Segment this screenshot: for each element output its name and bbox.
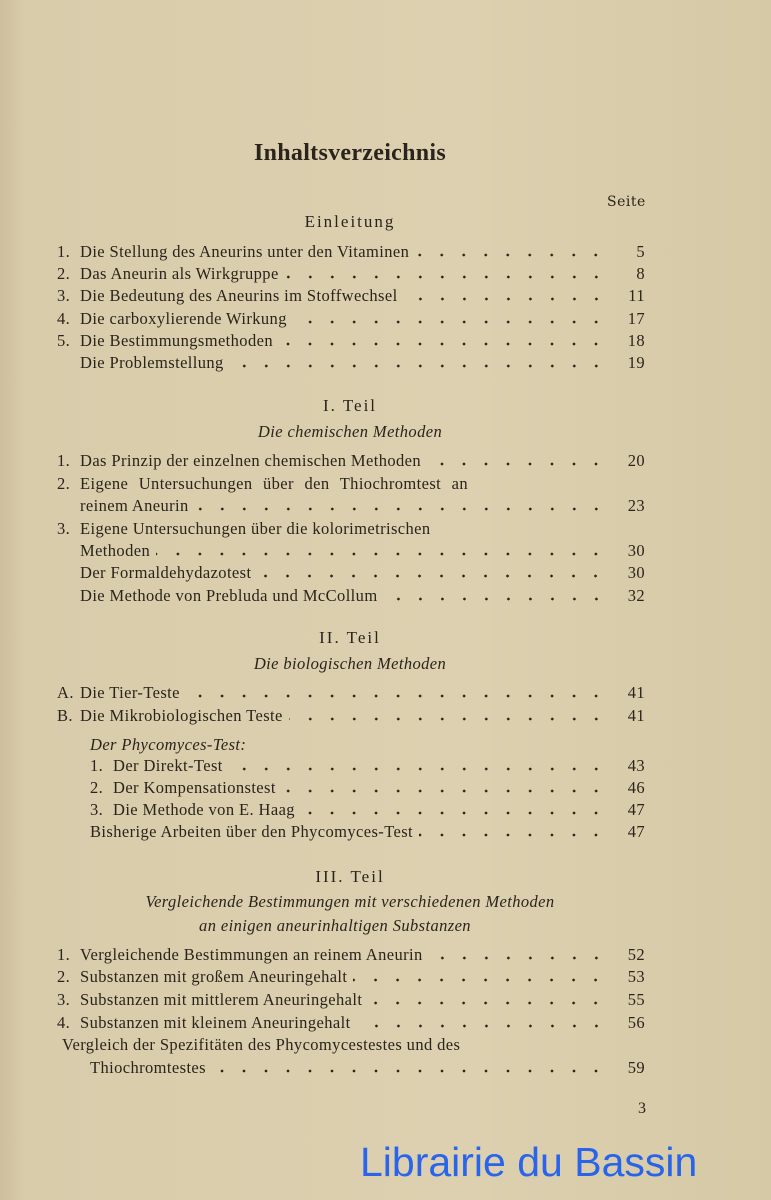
leader-dots bbox=[368, 1001, 607, 1005]
toc-entry[interactable] bbox=[57, 562, 645, 584]
leader-dots bbox=[404, 297, 607, 301]
entry-page: 56 bbox=[627, 1013, 645, 1032]
leader-dots bbox=[230, 364, 607, 368]
entry-page: 20 bbox=[627, 451, 645, 470]
toc-entry[interactable] bbox=[57, 682, 645, 704]
entry-page: 53 bbox=[627, 967, 645, 986]
entry-title: Eigene Untersuchungen über die kolorimetrischen bbox=[80, 519, 431, 538]
section-subtitle: an einigen aneurinhaltigen Substanzen bbox=[199, 916, 471, 935]
leader-dots bbox=[156, 552, 607, 556]
toc-entry[interactable] bbox=[90, 777, 645, 799]
entry-title: Die Tier-Teste bbox=[80, 683, 180, 702]
leader-dots bbox=[212, 1069, 607, 1073]
entry-page: 52 bbox=[627, 945, 645, 964]
toc-entry[interactable] bbox=[90, 821, 645, 843]
entry-number: 2. bbox=[57, 264, 71, 283]
toc-entry[interactable] bbox=[90, 755, 645, 777]
toc-entry[interactable] bbox=[57, 585, 645, 607]
entry-page: 32 bbox=[627, 586, 645, 605]
entry-title: Die Methode von E. Haag bbox=[113, 800, 295, 819]
entry-page: 46 bbox=[627, 778, 645, 797]
entry-title: Der Formaldehydazotest bbox=[80, 563, 252, 582]
toc-entry-continuation[interactable] bbox=[57, 495, 645, 517]
toc-entry[interactable] bbox=[57, 241, 645, 263]
entry-page: 19 bbox=[627, 353, 645, 372]
leader-dots bbox=[289, 717, 607, 721]
subsection-heading: Der Phycomyces-Test: bbox=[90, 735, 247, 754]
toc-entry[interactable] bbox=[90, 799, 645, 821]
section-subtitle: Die chemischen Methoden bbox=[257, 422, 443, 441]
entry-title: Das Aneurin als Wirkgruppe bbox=[80, 264, 279, 283]
leader-dots bbox=[195, 507, 607, 511]
entry-number: 4. bbox=[57, 1013, 71, 1032]
entry-page: 47 bbox=[627, 822, 645, 841]
page-title: Inhaltsverzeichnis bbox=[253, 140, 447, 166]
entry-number: 1. bbox=[57, 451, 71, 470]
leader-dots bbox=[427, 462, 607, 466]
section-heading-einleitung: Einleitung bbox=[304, 212, 396, 231]
entry-title-continued: Methoden bbox=[80, 541, 151, 560]
entry-page: 11 bbox=[628, 286, 645, 305]
toc-entry[interactable] bbox=[57, 705, 645, 727]
entry-number: 4. bbox=[57, 309, 71, 328]
entry-title: Die Mikrobiologischen Teste bbox=[80, 706, 283, 725]
entry-page: 5 bbox=[636, 242, 645, 261]
toc-entry[interactable] bbox=[57, 263, 645, 285]
leader-dots bbox=[293, 320, 607, 324]
entry-title: Substanzen mit kleinem Aneuringehalt bbox=[80, 1013, 351, 1032]
entry-page: 18 bbox=[627, 331, 645, 350]
leader-dots bbox=[301, 811, 607, 815]
toc-entry[interactable] bbox=[57, 518, 645, 540]
page-number: 3 bbox=[638, 1100, 646, 1117]
entry-title: Die Methode von Prebluda und McCollum bbox=[80, 586, 378, 605]
entry-number: 2. bbox=[57, 967, 71, 986]
entry-title: Substanzen mit großem Aneuringehalt bbox=[80, 967, 348, 986]
entry-title: Die Problemstellung bbox=[80, 353, 224, 372]
section-subtitle: Die biologischen Methoden bbox=[253, 654, 447, 673]
toc-entry[interactable] bbox=[57, 308, 645, 330]
entry-page: 17 bbox=[627, 309, 645, 328]
entry-number: 3. bbox=[90, 800, 104, 819]
leader-dots bbox=[186, 694, 607, 698]
entry-number: 3. bbox=[57, 519, 71, 538]
entry-title: Vergleich der Spezifitäten des Phycomycestestes und des bbox=[62, 1035, 461, 1054]
section-heading-teil-3: III. Teil bbox=[315, 867, 385, 886]
entry-page: 59 bbox=[627, 1058, 645, 1077]
entry-number: 1. bbox=[57, 242, 71, 261]
leader-dots bbox=[285, 275, 607, 279]
entry-title: Substanzen mit mittlerem Aneuringehalt bbox=[80, 990, 363, 1009]
leader-dots bbox=[429, 956, 607, 960]
entry-title: Bisherige Arbeiten über den Phycomyces-Test bbox=[90, 822, 414, 841]
toc-entry[interactable] bbox=[57, 285, 645, 307]
entry-page: 30 bbox=[627, 563, 645, 582]
section-heading-teil-1: I. Teil bbox=[322, 396, 378, 415]
entry-number: 1. bbox=[57, 945, 71, 964]
entry-page: 41 bbox=[627, 706, 645, 725]
entry-number: 2. bbox=[90, 778, 104, 797]
entry-title: Vergleichende Bestimmungen an reinem Aneurin bbox=[80, 945, 423, 964]
entry-page: 8 bbox=[636, 264, 645, 283]
leader-dots bbox=[257, 574, 607, 578]
toc-entry[interactable] bbox=[57, 944, 645, 966]
entry-number: 5. bbox=[57, 331, 71, 350]
entry-number: 2. bbox=[57, 474, 71, 493]
toc-entry[interactable] bbox=[57, 330, 645, 352]
toc-entry[interactable] bbox=[57, 966, 645, 988]
entry-page: 43 bbox=[627, 756, 645, 775]
leader-dots bbox=[419, 833, 607, 837]
entry-page: 23 bbox=[627, 496, 645, 515]
toc-entry-continuation[interactable] bbox=[90, 1057, 645, 1079]
leader-dots bbox=[357, 1024, 607, 1028]
entry-title: Der Kompensationstest bbox=[113, 778, 276, 797]
leader-dots bbox=[282, 789, 607, 793]
toc-entry[interactable] bbox=[62, 1034, 572, 1056]
watermark: Librairie du Bassin bbox=[360, 1139, 698, 1185]
entry-number: A. bbox=[57, 683, 74, 702]
entry-title: Die Stellung des Aneurins unter den Vitaminen bbox=[80, 242, 410, 261]
entry-title: Die carboxylierende Wirkung bbox=[80, 309, 287, 328]
toc-entry[interactable] bbox=[57, 1012, 645, 1034]
toc-entry-continuation[interactable] bbox=[57, 540, 645, 562]
section-heading-teil-2: II. Teil bbox=[319, 628, 381, 647]
seite-label: Seite bbox=[607, 194, 646, 210]
leader-dots bbox=[415, 253, 607, 257]
entry-title: Das Prinzip der einzelnen chemischen Methoden bbox=[80, 451, 422, 470]
leader-dots bbox=[384, 597, 607, 601]
entry-page: 55 bbox=[627, 990, 645, 1009]
entry-page: 47 bbox=[627, 800, 645, 819]
entry-page: 30 bbox=[627, 541, 645, 560]
entry-number: 3. bbox=[57, 990, 71, 1009]
entry-title-continued: reinem Aneurin bbox=[80, 496, 189, 515]
entry-page: 41 bbox=[627, 683, 645, 702]
toc-entry[interactable] bbox=[57, 473, 585, 495]
entry-title: Eigene Untersuchungen über den Thiochromtest an bbox=[80, 474, 469, 493]
entry-title: Die Bedeutung des Aneurins im Stoffwechsel bbox=[80, 286, 398, 305]
leader-dots bbox=[229, 767, 607, 771]
toc-entry[interactable] bbox=[57, 450, 645, 472]
toc-entry[interactable] bbox=[57, 352, 645, 374]
entry-number: 1. bbox=[90, 756, 104, 775]
toc-entry[interactable] bbox=[57, 989, 645, 1011]
section-subtitle: Vergleichende Bestimmungen mit verschiedenen Methoden bbox=[145, 892, 555, 911]
entry-title: Die Bestimmungsmethoden bbox=[80, 331, 273, 350]
leader-dots bbox=[353, 978, 607, 982]
entry-title: Der Direkt-Test bbox=[113, 756, 223, 775]
entry-number: 3. bbox=[57, 286, 71, 305]
leader-dots bbox=[279, 342, 607, 346]
entry-title-continued: Thiochromtestes bbox=[90, 1058, 206, 1077]
entry-number: B. bbox=[57, 706, 73, 725]
